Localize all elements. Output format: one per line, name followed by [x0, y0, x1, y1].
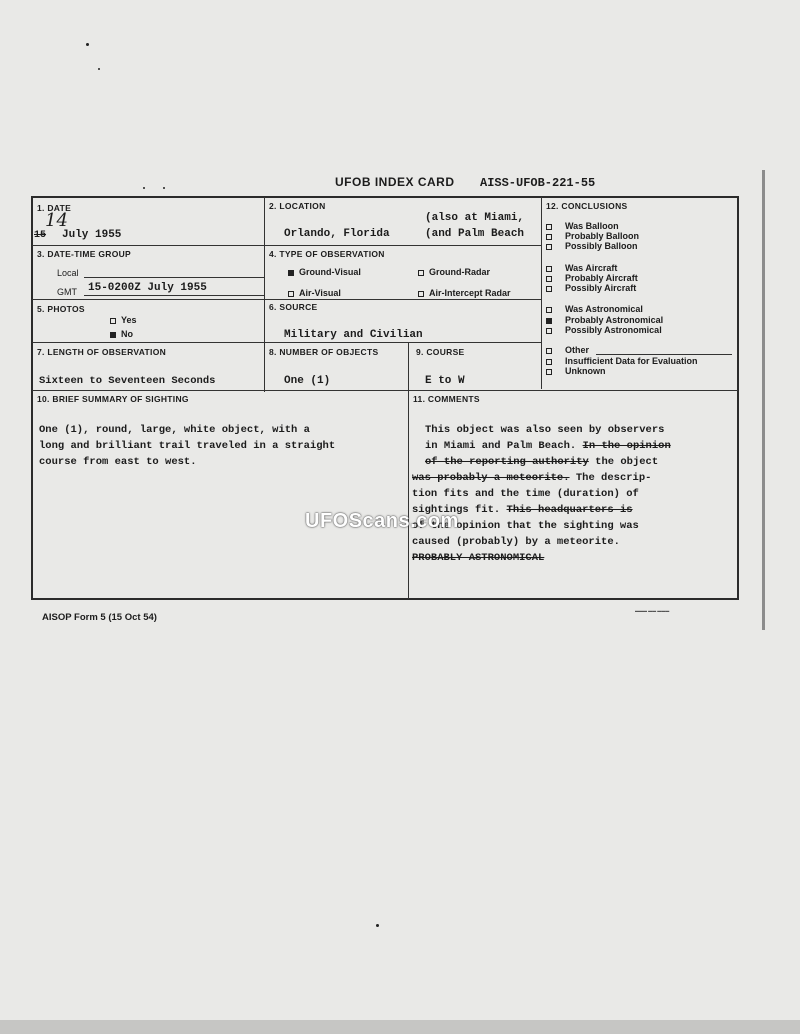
date-day-handwritten: 14 [45, 210, 68, 231]
card-id: AISS-UFOB-221-55 [480, 176, 596, 190]
conclusion-probably-astronomical[interactable]: Probably Astronomical [546, 315, 663, 325]
comments-line: This object was also seen by observers [425, 424, 665, 436]
divider [32, 245, 542, 246]
checkbox[interactable] [546, 224, 552, 230]
conclusion-unknown[interactable]: Unknown [546, 366, 606, 376]
page-bottom-edge [0, 1020, 800, 1034]
conclusion-possibly-balloon[interactable]: Possibly Balloon [546, 241, 638, 251]
summary-line: course from east to west. [39, 456, 197, 468]
card-title: UFOB INDEX CARD [335, 175, 455, 189]
divider [541, 197, 542, 389]
page-edge-shadow [762, 170, 765, 630]
length-of-observation-label: 7. LENGTH OF OBSERVATION [37, 347, 167, 357]
checkbox[interactable] [546, 359, 552, 365]
checkbox[interactable] [546, 244, 552, 250]
summary-line: One (1), round, large, white object, with a [39, 424, 310, 436]
speck [376, 924, 379, 927]
number-of-objects-label: 8. NUMBER OF OBJECTS [269, 347, 379, 357]
comments-line: caused (probably) by a meteorite. [412, 536, 620, 548]
other-line [596, 354, 732, 355]
conclusions-label: 12. CONCLUSIONS [546, 201, 628, 211]
checkbox[interactable] [546, 328, 552, 334]
form-number: AISOP Form 5 (15 Oct 54) [42, 612, 157, 623]
printer-imprint-mark: ▬▬▬ ▬▬ ▬▬▬ [635, 608, 670, 613]
ground-radar-option[interactable]: Ground-Radar [418, 267, 490, 277]
checkbox-checked[interactable] [288, 270, 294, 276]
watermark: UFOScans.com [305, 510, 459, 532]
type-of-observation-label: 4. TYPE OF OBSERVATION [269, 249, 385, 259]
divider [32, 299, 542, 300]
location-note-2: (and Palm Beach [425, 228, 525, 240]
number-of-objects-value: One (1) [284, 375, 331, 387]
conclusion-possibly-aircraft[interactable]: Possibly Aircraft [546, 283, 636, 293]
photos-no-option[interactable]: No [110, 329, 133, 339]
checkbox[interactable] [110, 318, 116, 324]
location-city: Orlando, Florida [284, 228, 390, 240]
checkbox[interactable] [546, 307, 552, 313]
length-of-observation-value: Sixteen to Seventeen Seconds [39, 375, 216, 387]
speck [86, 43, 89, 46]
date-day-struck: 15 [34, 230, 47, 241]
gmt-value: 15-0200Z July 1955 [88, 282, 207, 294]
date-month-year: July 1955 [62, 229, 122, 241]
checkbox[interactable] [546, 276, 552, 282]
source-value: Military and Civilian [284, 329, 423, 341]
summary-line: long and brilliant trail traveled in a straight [39, 440, 336, 452]
comments-line: in Miami and Palm Beach. In the opinion [425, 440, 671, 452]
air-visual-option[interactable]: Air-Visual [288, 288, 341, 298]
photos-yes-option[interactable]: Yes [110, 315, 137, 325]
speck [143, 187, 145, 189]
comments-line: of the reporting authority the object [425, 456, 659, 468]
checkbox[interactable] [418, 291, 424, 297]
ground-visual-option[interactable]: Ground-Visual [288, 267, 361, 277]
checkbox[interactable] [546, 266, 552, 272]
source-label: 6. SOURCE [269, 302, 318, 312]
divider [32, 342, 542, 343]
checkbox[interactable] [288, 291, 294, 297]
comments-label: 11. COMMENTS [413, 394, 480, 404]
comments-line: of the opinion that the sighting was [412, 520, 639, 532]
checkbox[interactable] [546, 286, 552, 292]
conclusion-probably-balloon[interactable]: Probably Balloon [546, 231, 639, 241]
conclusion-possibly-astronomical[interactable]: Possibly Astronomical [546, 325, 662, 335]
checkbox[interactable] [546, 234, 552, 240]
divider [408, 342, 409, 599]
gmt-line [84, 295, 264, 296]
photos-label: 5. PHOTOS [37, 304, 85, 314]
location-note-1: (also at Miami, [425, 212, 525, 224]
local-line [84, 277, 264, 278]
checkbox[interactable] [418, 270, 424, 276]
local-label: Local [57, 268, 79, 278]
comments-line: was probably a meteorite. The descrip- [412, 472, 652, 484]
speck [163, 187, 165, 189]
conclusion-insufficient-data[interactable]: Insufficient Data for Evaluation [546, 356, 698, 366]
course-value: E to W [425, 375, 465, 387]
course-label: 9. COURSE [416, 347, 465, 357]
checkbox[interactable] [546, 348, 552, 354]
air-intercept-radar-option[interactable]: Air-Intercept Radar [418, 288, 511, 298]
conclusion-was-balloon[interactable]: Was Balloon [546, 221, 619, 231]
location-label: 2. LOCATION [269, 201, 326, 211]
summary-label: 10. BRIEF SUMMARY OF SIGHTING [37, 394, 189, 404]
speck [98, 68, 100, 70]
gmt-label: GMT [57, 287, 77, 297]
conclusion-was-aircraft[interactable]: Was Aircraft [546, 263, 617, 273]
divider [32, 390, 738, 391]
date-label: 1. DATE [37, 203, 72, 213]
conclusion-probably-aircraft[interactable]: Probably Aircraft [546, 273, 638, 283]
comments-line: tion fits and the time (duration) of [412, 488, 639, 500]
conclusion-other[interactable]: Other [546, 345, 589, 355]
comments-line: PROBABLY ASTRONOMICAL [412, 552, 545, 564]
checkbox-checked[interactable] [546, 318, 552, 324]
checkbox-checked[interactable] [110, 332, 116, 338]
conclusion-was-astronomical[interactable]: Was Astronomical [546, 304, 643, 314]
date-time-group-label: 3. DATE-TIME GROUP [37, 249, 132, 259]
comments-line: sightings fit. This headquarters is [412, 504, 633, 516]
divider [264, 197, 265, 392]
checkbox[interactable] [546, 369, 552, 375]
